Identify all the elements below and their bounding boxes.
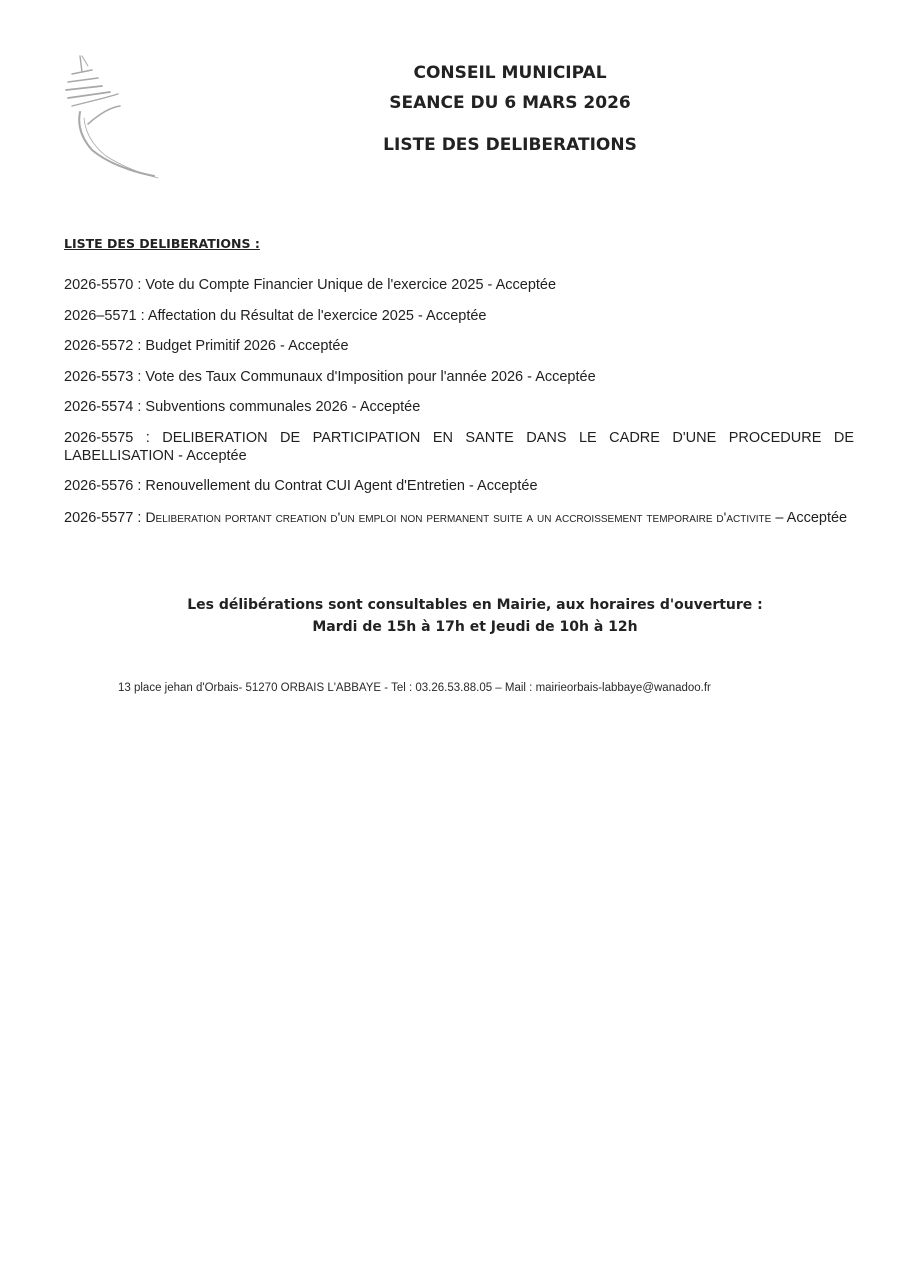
opening-hours: Mardi de 15h à 17h et Jeudi de 10h à 12h (312, 619, 638, 635)
deliberation-title: Deliberation portant creation d'un emploi non permanent suite a un accroissement temporaire d'activite (145, 508, 772, 525)
deliberation-item-5572: 2026-5572 : Budget Primitif 2026 - Acceptée (64, 338, 349, 354)
session-date-title: SEANCE DU 6 MARS 2026 (389, 93, 631, 113)
deliberation-item-5577 (64, 508, 854, 527)
deliberation-item-5576: 2026-5576 : Renouvellement du Contrat CUI Agent d'Entretien - Acceptée (64, 478, 538, 494)
municipal-logo-icon (58, 52, 162, 182)
deliberation-item-5571: 2026–5571 : Affectation du Résultat de l'exercice 2025 - Acceptée (64, 307, 487, 324)
deliberations-list (64, 276, 854, 539)
consultation-notice-line: Les délibérations sont consultables en Mairie, aux horaires d'ouverture : (187, 597, 763, 613)
deliberation-item-5575: 2026-5575 : DELIBERATION DE PARTICIPATION EN SANTE DANS LE CADRE D'UNE PROCEDURE DE LABELLISATION - Acceptée (64, 429, 854, 464)
deliberation-status: – Acceptée (771, 509, 848, 526)
deliberation-item-5574: 2026-5574 : Subventions communales 2026 - Acceptée (64, 399, 421, 415)
deliberations-list-heading: LISTE DES DELIBERATIONS : (64, 236, 260, 251)
council-title: CONSEIL MUNICIPAL (413, 63, 607, 83)
document-header (340, 58, 680, 160)
deliberation-number: 2026-5577 : (64, 509, 146, 526)
list-title: LISTE DES DELIBERATIONS (383, 135, 637, 155)
deliberation-item-5570: 2026-5570 : Vote du Compte Financier Unique de l'exercice 2025 - Acceptée (64, 277, 557, 293)
deliberation-item-5573: 2026-5573 : Vote des Taux Communaux d'Imposition pour l'année 2026 - Acceptée (64, 368, 596, 385)
consultation-notice (150, 594, 800, 638)
contact-footer: 13 place jehan d'Orbais- 51270 ORBAIS L'ABBAYE - Tel : 03.26.53.88.05 – Mail : mairieorbais-labbaye@wanadoo.fr (118, 682, 711, 694)
